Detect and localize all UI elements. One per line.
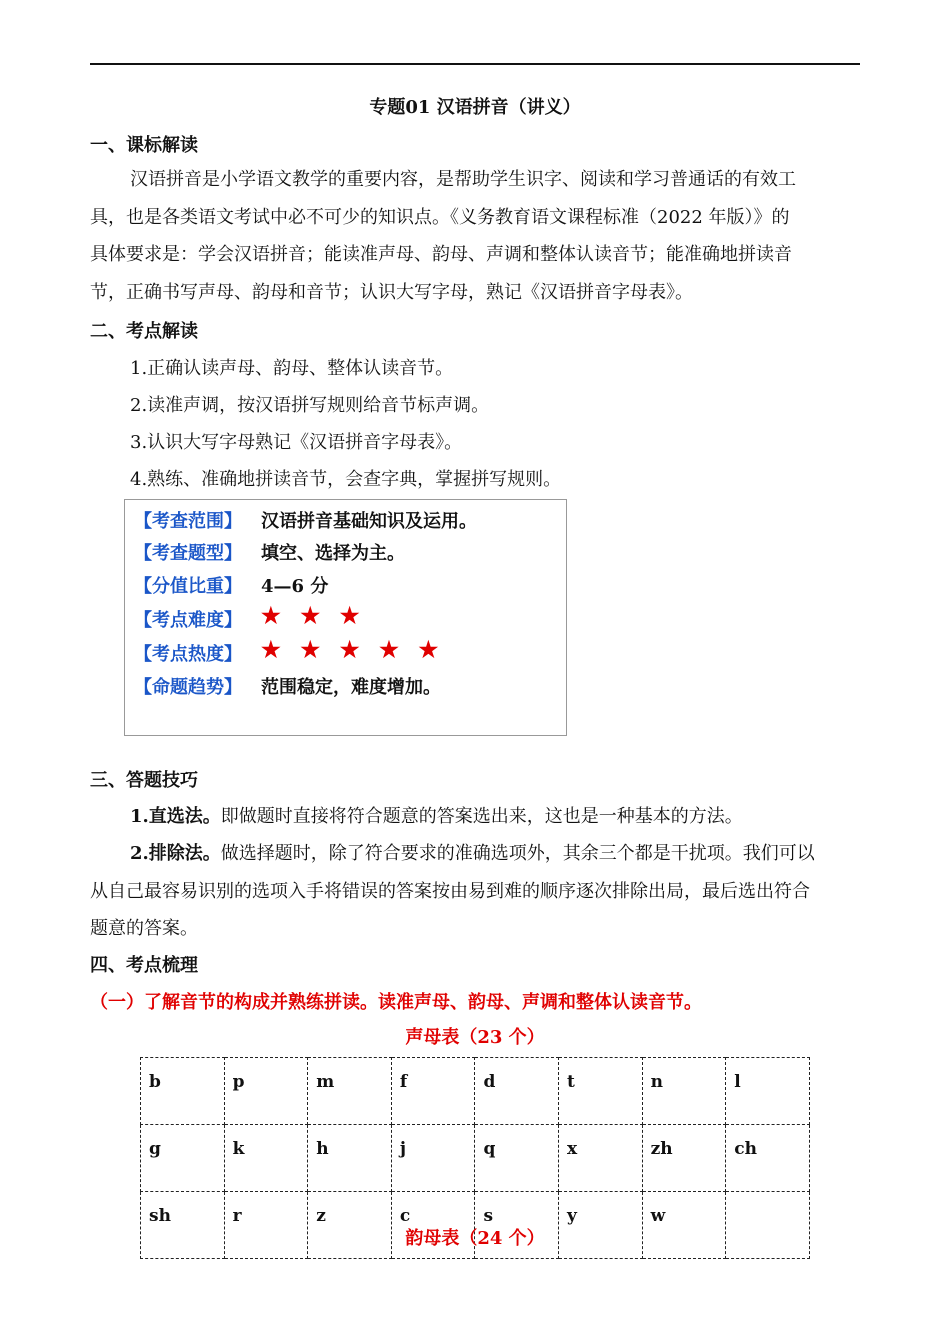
list-item: 2.读准声调，按汉语拼写规则给音节标声调。 [130,395,490,416]
para-line: 具，也是各类语文考试中必不可少的知识点。《义务教育语文课程标准（2022 年版）》的 [90,206,790,228]
info-row-popularity [134,637,445,666]
table-cell: y [559,1192,643,1259]
tip-2-line-2: 从自己最容易识别的选项入手将错误的答案按由易到难的顺序逐次排除出局，最后选出符合 [90,881,810,902]
table-cell: c [391,1192,475,1259]
page-title: 专题01 汉语拼音（讲义） [369,97,581,118]
info-value: 范围稳定，难度增加。 [261,677,441,698]
table-cell: n [642,1058,726,1125]
table-1-caption: 声母表（23 个） [405,1027,545,1048]
table-cell: sh [141,1192,225,1259]
table-cell: w [642,1192,726,1259]
info-tag: 【分值比重】 [134,576,242,597]
list-item: 4.熟练、准确地拼读音节，会查字典，掌握拼写规则。 [130,469,562,490]
tip-1 [130,802,900,828]
info-value: 汉语拼音基础知识及运用。 [261,511,477,532]
tip-2-label: 2.排除法。 [130,843,221,864]
table-cell: d [475,1058,559,1125]
table-cell: s [475,1192,559,1259]
info-row-type [134,539,405,565]
table-cell: p [224,1058,308,1125]
table-cell: f [391,1058,475,1125]
info-row-difficulty [134,603,366,632]
info-tag: 【考查范围】 [134,511,242,532]
tip-1-text: 即做题时直接将符合题意的答案选出来，这也是一种基本的方法。 [220,806,743,827]
table-row [141,1058,810,1125]
info-value: 填空、选择为主。 [261,543,405,564]
para-line: 汉语拼音是小学语文教学的重要内容，是帮助学生识字、阅读和学习普通话的有效工 [130,169,796,190]
table-cell: q [475,1125,559,1192]
table-cell: l [726,1058,810,1125]
tip-1-label: 1.直选法。 [130,806,221,827]
table-cell: j [391,1125,475,1192]
table-cell: zh [642,1125,726,1192]
section-3-heading: 三、答题技巧 [90,770,198,791]
table-cell: ch [726,1125,810,1192]
info-row-scope [134,507,477,533]
info-tag: 【考点热度】 [134,644,242,665]
table-cell: h [308,1125,392,1192]
tip-2-line-3: 题意的答案。 [90,918,198,939]
list-item: 1.正确认读声母、韵母、整体认读音节。 [130,358,454,379]
para-line: 节，正确书写声母、韵母和音节；认识大写字母，熟记《汉语拼音字母表》。 [90,281,693,303]
info-tag: 【命题趋势】 [134,677,242,698]
list-item: 3.认识大写字母熟记《汉语拼音字母表》。 [130,432,463,453]
info-row-trend [134,673,441,699]
info-tag: 【考点难度】 [134,610,242,631]
section-2-heading: 二、考点解读 [90,321,198,342]
table-cell: b [141,1058,225,1125]
sub-heading: （一）了解音节的构成并熟练拼读。读准声母、韵母、声调和整体认读音节。 [90,992,702,1013]
section-4-heading: 四、考点梳理 [90,955,198,976]
table-cell: x [559,1125,643,1192]
info-tag: 【考查题型】 [134,543,242,564]
table-row [141,1125,810,1192]
para-line: 具体要求是：学会汉语拼音；能读准声母、韵母、声调和整体认读音节；能准确地拼读音 [90,244,792,265]
table-cell: t [559,1058,643,1125]
info-value: 4—6 分 [261,576,329,597]
section-1-paragraph [90,161,860,311]
table-cell: g [141,1125,225,1192]
difficulty-stars: ★ ★ ★ [261,603,366,629]
table-cell: r [224,1192,308,1259]
section-1-heading: 一、课标解读 [90,135,198,156]
table-cell: m [308,1058,392,1125]
table-cell: k [224,1125,308,1192]
table-cell: z [308,1192,392,1259]
tip-2-text: 做选择题时，除了符合要求的准确选项外，其余三个都是干扰项。我们可以 [220,843,815,864]
table-2-caption: 韵母表（24 个） [405,1228,545,1249]
top-rule [90,63,860,65]
popularity-stars: ★ ★ ★ ★ ★ [261,637,445,663]
info-row-score [134,572,329,598]
tip-2 [130,839,900,865]
